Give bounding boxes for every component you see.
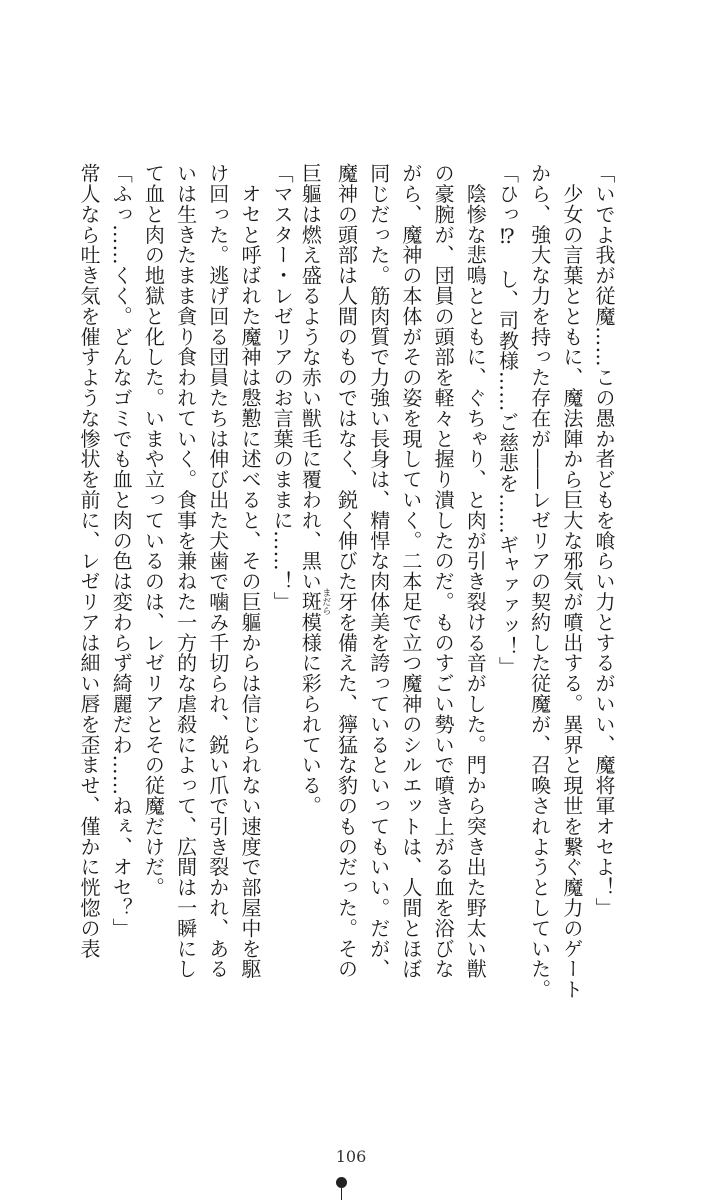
ruby-reading: まだら (320, 588, 331, 616)
text-line: け回った。逃げ回る団員たちは伸び出た犬歯で噛み千切られ、鋭い爪で引き裂かれ、ある (205, 163, 230, 979)
text-segment: 模様に彩られている。 (298, 611, 323, 816)
text-line: オセと呼ばれた魔神は慇懃に述べると、その巨軀からは信じられない速度で部屋中を駆 (237, 163, 262, 979)
text-line: 常人なら吐き気を催すような惨状を前に、レゼリアは細い唇を歪ませ、僅かに恍惚の表 (77, 163, 101, 959)
text-line: がら、魔神の本体がその姿を現していく。二本足で立つ魔神のシルエットは、人間とほぼ (398, 163, 423, 979)
text-line: から、強大な力を持った存在が――レゼリアの契約した従魔が、召喚されようとしていた。 (527, 163, 552, 1000)
text-line: 「ひっ⁉ し、司教様……ご慈悲を……ギャァァッ！」 (495, 163, 520, 677)
text-line: 陰惨な悲鳴とともに、ぐちゃり、と肉が引き裂ける音がした。門から突き出た野太い獣 (463, 163, 488, 979)
text-line: 「ふっ……くく。どんなゴミでも血と肉の色は変わらず綺麗だわ……ねぇ、オセ？」 (109, 163, 134, 939)
text-line: 魔神の頭部は人間のものではなく、鋭く伸びた牙を備えた、獰猛な豹のものだった。その (334, 163, 359, 979)
text-line: 同じだった。筋肉質で力強い長身は、精悍な肉体美を誇っているといってもいい。だが、 (366, 163, 391, 979)
page-marker-line (341, 1188, 342, 1200)
page-number: 106 (335, 1147, 367, 1166)
text-line: いは生きたまま貪り食われていく。食事を兼ねた一方的な虐殺によって、広間は一瞬にし (173, 163, 198, 979)
ruby-base: 斑 (298, 588, 323, 616)
text-line: 「いでよ我が従魔……この愚か者どもを喰らい力とするがいい、魔将軍オセよ！」 (592, 163, 616, 918)
text-segment: 巨軀は燃え盛るような赤い獣毛に覆われ、黒い (298, 163, 323, 592)
text-line-with-ruby (298, 163, 330, 1013)
text-line: 「マスター・レゼリアのお言葉のままに……！」 (270, 163, 295, 612)
text-line: の豪腕が、団員の頭部を軽々と握り潰したのだ。ものすごい勢いで噴き上がる血を浴びな (431, 163, 456, 979)
ruby-annotation (298, 588, 331, 616)
vertical-body-text (73, 163, 620, 1013)
page-marker-dot-icon (336, 1177, 347, 1188)
text-line: 少女の言葉とともに、魔法陣から巨大な邪気が噴出する。異界と現世を繋ぐ魔力のゲート (559, 163, 584, 1000)
text-line: て血と肉の地獄と化した。いまや立っているのは、レゼリアとその従魔だけだ。 (141, 163, 166, 898)
